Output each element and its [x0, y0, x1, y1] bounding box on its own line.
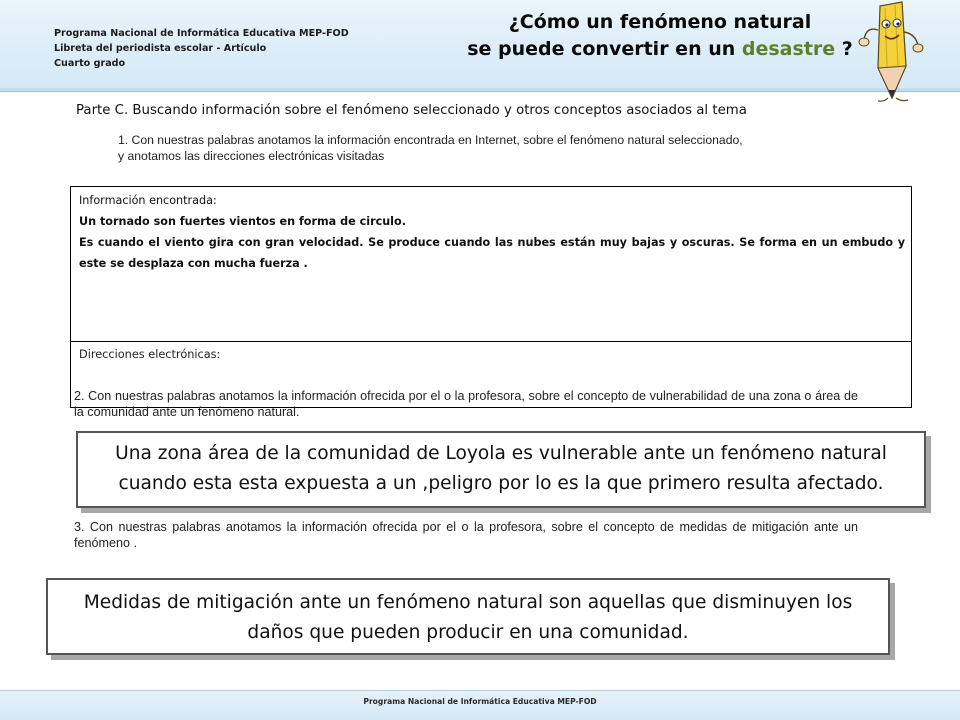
- information-found-label: Información encontrada:: [79, 194, 217, 207]
- program-line: Programa Nacional de Informática Educativa MEP-FOD: [54, 28, 349, 39]
- footer-band: [0, 690, 960, 720]
- instruction-one: [118, 132, 888, 164]
- footer-text: Programa Nacional de Informática Educativa MEP-FOD: [363, 697, 597, 706]
- title-line-1: ¿Cómo un fenómeno natural: [508, 11, 812, 33]
- information-found-cell[interactable]: [71, 187, 911, 342]
- header-band: [0, 0, 960, 92]
- grade-line: Cuarto grado: [54, 58, 126, 69]
- title-question-mark: ?: [835, 38, 853, 60]
- page-title: [400, 9, 920, 63]
- title-accent-word: desastre: [741, 38, 836, 60]
- information-table: [70, 186, 912, 408]
- section-heading: Parte C. Buscando información sobre el fenómeno seleccionado y otros conceptos asociados al tema: [76, 103, 747, 118]
- answer-box-vulnerability[interactable]: Una zona área de la comunidad de Loyola es vulnerable ante un fenómeno natural cuando esta esta expuesta a un ,peligro por lo es la que primero resulta afectado.: [76, 431, 926, 508]
- notebook-line: Libreta del periodista escolar - Artículo: [54, 43, 267, 54]
- pencil-character-icon: [858, 0, 926, 104]
- question-two: 2. Con nuestras palabras anotamos la información ofrecida por el o la profesora, sobre el concepto de vulnerabilidad de una zona o área de la comunidad ante un fenómeno natural.: [74, 389, 858, 419]
- program-info: [54, 26, 384, 71]
- electronic-addresses-label: Direcciones electrónicas:: [79, 348, 221, 361]
- answer-box-mitigation[interactable]: Medidas de mitigación ante un fenómeno natural son aquellas que disminuyen los daños que pueden producir en una comunidad.: [46, 578, 890, 655]
- information-found-line-1: Un tornado son fuertes vientos en forma de circulo.: [79, 215, 406, 228]
- title-line-2-text: se puede convertir en un: [467, 38, 736, 60]
- instruction-line-1: 1. Con nuestras palabras anotamos la información encontrada en Internet, sobre el fenómeno natural seleccionado,: [118, 133, 743, 147]
- instruction-line-2: y anotamos las direcciones electrónicas visitadas: [118, 149, 385, 163]
- title-line-2: [400, 36, 920, 63]
- information-found-line-2: Es cuando el viento gira con gran velocidad. Se produce cuando las nubes están muy bajas y oscuras. Se forma en un embudo y este se desplaza con mucha fuerza .: [79, 236, 905, 270]
- question-three: 3. Con nuestras palabras anotamos la información ofrecida por el o la profesora, sobre el concepto de medidas de mitigación ante un fenómeno .: [74, 520, 858, 550]
